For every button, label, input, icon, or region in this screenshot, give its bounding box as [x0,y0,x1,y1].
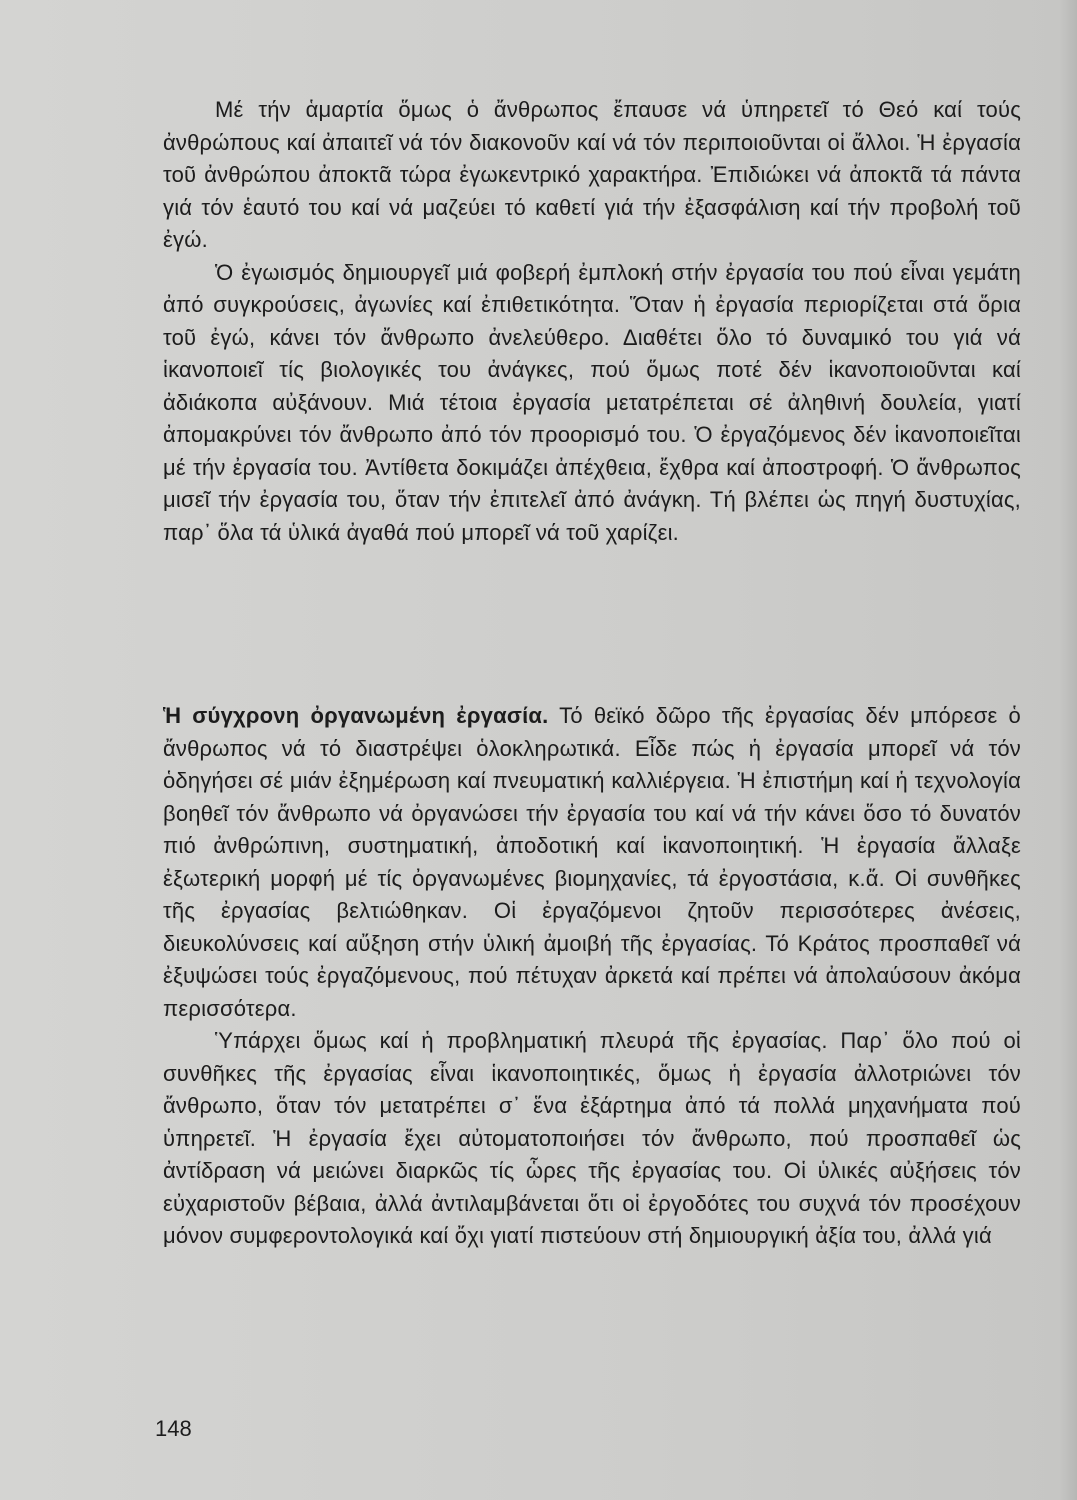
paragraph-text: Τό θεϊκό δῶρο τῆς ἐργασίας δέν μπόρεσε ὁ ἄνθρωπος νά τό διαστρέψει ὁλοκληρωτικά. Εἶδε πώς ἡ ἐργασία μπορεῖ νά τόν ὁδηγήσει σέ μιάν ἐξημέρωση καί πνευματική καλλιέργεια. Ἡ ἐπιστήμη καί ἡ τεχνολογία βοηθεῖ τόν ἄνθρωπο νά ὀργανώσει τήν ἐργασία του καί νά τήν κάνει ὅσο τό δυνατόν πιό ἀνθρώπινη, συστηματική, ἀποδοτική καί ἱκανοποιητική. Ἡ ἐργασία ἄλλαξε ἐξωτερική μορφή μέ τίς ὀργανωμένες βιομηχανίες, τά ἐργοστάσια, κ.ἄ. Οἱ συνθῆκες τῆς ἐργασίας βελτιώθηκαν. Οἱ ἐργαζόμενοι ζητοῦν περισσότερες ἀνέσεις, διευκολύνσεις καί αὔξηση στήν ὑλική ἀμοιβή τῆς ἐργασίας. Τό Κράτος προσπαθεῖ νά ἐξυψώσει τούς ἐργαζόμενους, πού πέτυχαν ἀρκετά καί πρέπει νά ἀπολαύσουν ἀκόμα περισσότερα. [163,703,1021,1021]
paragraph: Ὑπάρχει ὅμως καί ἡ προβληματική πλευρά τῆς ἐργασίας. Παρ᾽ ὅλο πού οἱ συνθῆκες τῆς ἐργασίας εἶναι ἱκανοποιητικές, ὅμως ἡ ἐργασία ἀλλοτριώνει τόν ἄνθρωπο, ὅταν τόν μετατρέπει σ᾽ ἕνα ἐξάρτημα ἀπό τά πολλά μηχανήματα πού ὑπηρετεῖ. Ἡ ἐργασία ἔχει αὐτοματοποιήσει τόν ἄνθρωπο, πού προσπαθεῖ ὡς ἀντίδραση νά μειώνει διαρκῶς τίς ὧρες τῆς ἐργασίας του. Οἱ ὑλικές αὐξήσεις τόν εὐχαριστοῦν βέβαια, ἀλλά ἀντιλαμβάνεται ὅτι οἱ ἐργοδότες του συχνά τόν προσέχουν μόνον συμφεροντολογικά καί ὄχι γιατί πιστεύουν στή δημιουργική ἀξία του, ἀλλά γιά [163,1028,1021,1248]
page-edge-shadow [1059,0,1077,1500]
paragraph-with-heading [163,700,1021,1025]
text-section-sin-and-work [163,94,1021,549]
paragraph: Ὁ ἐγωισμός δημιουργεῖ μιά φοβερή ἐμπλοκή στήν ἐργασία του πού εἶναι γεμάτη ἀπό συγκρούσεις, ἀγωνίες καί ἐπιθετικότητα. Ὅταν ἡ ἐργασία περιορίζεται στά ὅρια τοῦ ἐγώ, κάνει τόν ἄνθρωπο ἀνελεύθερο. Διαθέτει ὅλο τό δυναμικό του γιά νά ἱκανοποιεῖ τίς βιολογικές του ἀνάγκες, πού ὅμως ποτέ δέν ἱκανοποιοῦνται καί ἀδιάκοπα αὐξάνουν. Μιά τέτοια ἐργασία μετατρέπεται σέ ἀληθινή δουλεία, γιατί ἀπομακρύνει τόν ἄνθρωπο ἀπό τόν προορισμό του. Ὁ ἐργαζόμενος δέν ἱκανοποιεῖται μέ τήν ἐργασία του. Ἀντίθετα δοκιμάζει ἀπέχθεια, ἔχθρα καί ἀποστροφή. Ὁ ἄνθρωπος μισεῖ τήν ἐργασία του, ὅταν τήν ἐπιτελεῖ ἀπό ἀνάγκη. Τή βλέπει ὡς πηγή δυστυχίας, παρ᾽ ὅλα τά ὑλικά ἀγαθά πού μπορεῖ νά τοῦ χαρίζει. [163,259,1021,545]
paragraph: Μέ τήν ἁμαρτία ὅμως ὁ ἄνθρωπος ἔπαυσε νά ὑπηρετεῖ τό Θεό καί τούς ἀνθρώπους καί ἀπαιτεῖ νά τόν διακονοῦν καί νά τόν περιποιοῦνται οἱ ἄλλοι. Ἡ ἐργασία τοῦ ἀνθρώπου ἀποκτᾶ τώρα ἐγωκεντρικό χαρακτήρα. Ἐπιδιώκει νά ἀποκτᾶ τά πάντα γιά τόν ἑαυτό του καί νά μαζεύει τό καθετί γιά τήν ἐξασφάλιση καί τήν προβολή τοῦ ἐγώ. [163,97,1021,252]
page-number: 148 [155,1416,192,1441]
text-section-modern-work [163,700,1021,1253]
section-heading: Ἡ σύγχρονη ὀργανωμένη ἐργασία. [163,703,549,728]
